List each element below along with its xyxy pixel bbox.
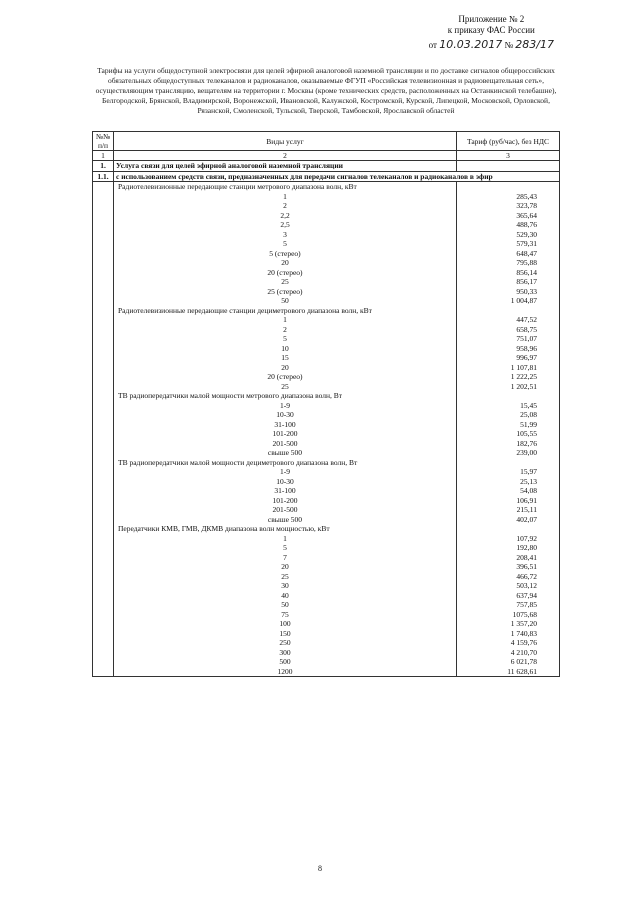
row-no [93,201,114,211]
row-no [93,344,114,354]
group-no [93,182,114,192]
row-no [93,372,114,382]
row-no [93,382,114,392]
appendix-title: Приложение № 2 [458,14,525,24]
power-value: 201-500 [114,439,457,449]
row-no [93,277,114,287]
power-value: 10-30 [114,477,457,487]
tariff-value: 285,43 [457,192,560,202]
table-row [93,410,560,420]
power-value: 50 [114,296,457,306]
subsection-row [93,171,560,182]
table-row [93,477,560,487]
table-row [93,239,560,249]
date-prefix: от [428,40,437,50]
col-number-1: 1 [93,151,114,161]
power-value: 31-100 [114,420,457,430]
group-no [93,458,114,468]
group-empty [457,458,560,468]
table-row [93,220,560,230]
table-row [93,344,560,354]
table-row [93,268,560,278]
table-row [93,619,560,629]
group-title-row [93,306,560,316]
table-row [93,496,560,506]
handwritten-date: 10.03.2017 [439,38,503,51]
row-no [93,505,114,515]
intro-paragraph: Тарифы на услуги общедоступной электросвязи для целей эфирной аналоговой наземной трансляции и по доставке сигналов общероссийских обязательных общедоступных телеканалов и радиоканалов, оказываемые ФГУП «Российская телевизионная и радиовещательная сеть», осуществляющим трансляцию, вещателям на территории г. Москвы (кроме технических средств, расположенных на Останкинской телебашне), Белгородской, Брянской, Владимирской, Воронежской, Ивановской, Калужской, Костромской, Курской, Липецкой, Московской, Орловской, Рязанской, Смоленской, Тульской, Тверской, Тамбовской, Ярославской областей [95,66,557,115]
tariff-value: 1 222,25 [457,372,560,382]
group-no [93,391,114,401]
row-no [93,610,114,620]
power-value: 5 [114,543,457,553]
col-number-3: 3 [457,151,560,161]
section-row [93,161,560,172]
row-no [93,667,114,677]
row-no [93,410,114,420]
power-value: 101-200 [114,496,457,506]
tariff-value: 950,33 [457,287,560,297]
row-no [93,268,114,278]
power-value: 150 [114,629,457,639]
group-empty [457,306,560,316]
table-row [93,667,560,677]
power-value: 25 (стерео) [114,287,457,297]
appendix-header [429,14,554,51]
table-row [93,534,560,544]
section-name: Услуга связи для целей эфирной аналоговой наземной трансляции [114,161,457,172]
power-value: 2 [114,325,457,335]
row-no [93,211,114,221]
table-row [93,543,560,553]
group-title-row [93,524,560,534]
power-value: 7 [114,553,457,563]
group-no [93,306,114,316]
tariff-value: 856,17 [457,277,560,287]
tariff-value: 11 628,61 [457,667,560,677]
table-row [93,325,560,335]
table-row [93,448,560,458]
table-row [93,211,560,221]
group-title: Радиотелевизионные передающие станции дециметрового диапазона волн, кВт [114,306,457,316]
power-value: 50 [114,600,457,610]
row-no [93,572,114,582]
table-row [93,629,560,639]
tariff-value: 529,30 [457,230,560,240]
tariff-value: 107,92 [457,534,560,544]
group-title-row [93,458,560,468]
power-value: 1 [114,315,457,325]
table-row [93,591,560,601]
tariff-value: 447,52 [457,315,560,325]
number-sign: № [504,40,514,50]
tariff-value: 1075,68 [457,610,560,620]
row-no [93,220,114,230]
table-header-row [93,132,560,151]
row-no [93,581,114,591]
table-row [93,467,560,477]
row-no [93,562,114,572]
group-title-row [93,391,560,401]
table-row [93,648,560,658]
power-value: 20 (стерео) [114,268,457,278]
row-no [93,249,114,259]
row-no [93,638,114,648]
group-title: Передатчики КМВ, ГМВ, ДКМВ диапазона волн мощностью, кВт [114,524,457,534]
handwritten-number: 283/17 [515,38,554,51]
table-row [93,515,560,525]
table-row [93,277,560,287]
tariff-value: 192,80 [457,543,560,553]
table-row [93,638,560,648]
tariff-value: 4 159,76 [457,638,560,648]
row-no [93,420,114,430]
power-value: 5 (стерео) [114,249,457,259]
table-row [93,315,560,325]
group-title: Радиотелевизионные передающие станции метрового диапазона волн, кВт [114,182,457,192]
tariff-value: 996,97 [457,353,560,363]
tariff-value: 637,94 [457,591,560,601]
table-row [93,201,560,211]
table-row [93,420,560,430]
power-value: 5 [114,239,457,249]
group-empty [457,391,560,401]
row-no [93,258,114,268]
table-row [93,600,560,610]
table-row [93,249,560,259]
tariff-value: 208,41 [457,553,560,563]
tariff-value: 365,64 [457,211,560,221]
tariff-value: 795,88 [457,258,560,268]
tariff-table [92,131,560,677]
table-row [93,258,560,268]
power-value: 1-9 [114,401,457,411]
tariff-value: 105,55 [457,429,560,439]
power-value: 15 [114,353,457,363]
table-row [93,372,560,382]
table-row [93,439,560,449]
table-row [93,353,560,363]
power-value: свыше 500 [114,448,457,458]
row-no [93,353,114,363]
row-no [93,230,114,240]
tariff-value: 54,08 [457,486,560,496]
power-value: 201-500 [114,505,457,515]
row-no [93,401,114,411]
table-row [93,287,560,297]
row-no [93,619,114,629]
power-value: 1 [114,192,457,202]
power-value: 100 [114,619,457,629]
table-row [93,486,560,496]
table-row [93,610,560,620]
page-number: 8 [318,864,322,873]
tariff-value: 503,12 [457,581,560,591]
tariff-value: 25,08 [457,410,560,420]
table-row [93,562,560,572]
row-no [93,315,114,325]
power-value: 40 [114,591,457,601]
tariff-value: 25,13 [457,477,560,487]
group-empty [457,524,560,534]
tariff-value: 4 210,70 [457,648,560,658]
row-no [93,629,114,639]
power-value: 20 [114,363,457,373]
tariff-value: 15,97 [457,467,560,477]
tariff-value: 239,00 [457,448,560,458]
table-row [93,192,560,202]
tariff-value: 1 004,87 [457,296,560,306]
row-no [93,496,114,506]
row-no [93,239,114,249]
section-no: 1. [93,161,114,172]
subsection-no: 1.1. [93,171,114,182]
power-value: 30 [114,581,457,591]
power-value: 75 [114,610,457,620]
power-value: 25 [114,277,457,287]
group-title: ТВ радиопередатчики малой мощности дециметрового диапазона волн, Вт [114,458,457,468]
power-value: 10 [114,344,457,354]
group-no [93,524,114,534]
power-value: 250 [114,638,457,648]
table-row [93,334,560,344]
power-value: 20 (стерео) [114,372,457,382]
row-no [93,325,114,335]
table-row [93,505,560,515]
power-value: 2 [114,201,457,211]
table-row [93,230,560,240]
power-value: 20 [114,562,457,572]
table-row [93,382,560,392]
power-value: 101-200 [114,429,457,439]
tariff-value: 658,75 [457,325,560,335]
row-no [93,486,114,496]
power-value: 1 [114,534,457,544]
row-no [93,287,114,297]
power-value: 10-30 [114,410,457,420]
tariff-value: 856,14 [457,268,560,278]
row-no [93,467,114,477]
tariff-value: 15,45 [457,401,560,411]
table-row [93,429,560,439]
power-value: 1-9 [114,467,457,477]
tariff-value: 1 202,51 [457,382,560,392]
row-no [93,534,114,544]
tariff-value: 579,31 [457,239,560,249]
power-value: 31-100 [114,486,457,496]
table-row [93,657,560,667]
tariff-value: 466,72 [457,572,560,582]
tariff-value: 1 740,83 [457,629,560,639]
power-value: 25 [114,572,457,582]
table-row [93,572,560,582]
appendix-order: к приказу ФАС России [447,25,535,35]
header-tariff: Тариф (руб/час), без НДС [457,132,560,151]
row-no [93,448,114,458]
table-row [93,401,560,411]
row-no [93,591,114,601]
table-row [93,553,560,563]
group-title: ТВ радиопередатчики малой мощности метрового диапазона волн, Вт [114,391,457,401]
power-value: 1200 [114,667,457,677]
power-value: 300 [114,648,457,658]
column-number-row [93,151,560,161]
tariff-value: 6 021,78 [457,657,560,667]
power-value: 2,5 [114,220,457,230]
power-value: 5 [114,334,457,344]
row-no [93,600,114,610]
row-no [93,543,114,553]
table-row [93,581,560,591]
header-no: №№ п/п [93,132,114,151]
tariff-value: 215,11 [457,505,560,515]
row-no [93,192,114,202]
tariff-value: 648,47 [457,249,560,259]
tariff-value: 958,96 [457,344,560,354]
row-no [93,439,114,449]
tariff-value: 488,76 [457,220,560,230]
row-no [93,334,114,344]
tariff-value: 1 107,81 [457,363,560,373]
tariff-value: 1 357,20 [457,619,560,629]
table-row [93,296,560,306]
power-value: 500 [114,657,457,667]
tariff-value: 402,07 [457,515,560,525]
power-value: 3 [114,230,457,240]
row-no [93,363,114,373]
header-service: Виды услуг [114,132,457,151]
row-no [93,477,114,487]
col-number-2: 2 [114,151,457,161]
section-empty [457,161,560,172]
tariff-value: 51,99 [457,420,560,430]
row-no [93,553,114,563]
tariff-value: 106,91 [457,496,560,506]
subsection-name: с использованием средств связи, предназначенных для передачи сигналов телеканалов и радиоканалов в эфир [114,171,560,182]
tariff-value: 757,85 [457,600,560,610]
group-title-row [93,182,560,192]
tariff-value: 751,07 [457,334,560,344]
tariff-value: 323,78 [457,201,560,211]
power-value: 20 [114,258,457,268]
row-no [93,657,114,667]
row-no [93,648,114,658]
table-row [93,363,560,373]
row-no [93,429,114,439]
group-empty [457,182,560,192]
tariff-value: 182,76 [457,439,560,449]
power-value: свыше 500 [114,515,457,525]
tariff-value: 396,51 [457,562,560,572]
power-value: 25 [114,382,457,392]
appendix-date-line [429,39,554,51]
power-value: 2,2 [114,211,457,221]
row-no [93,296,114,306]
row-no [93,515,114,525]
